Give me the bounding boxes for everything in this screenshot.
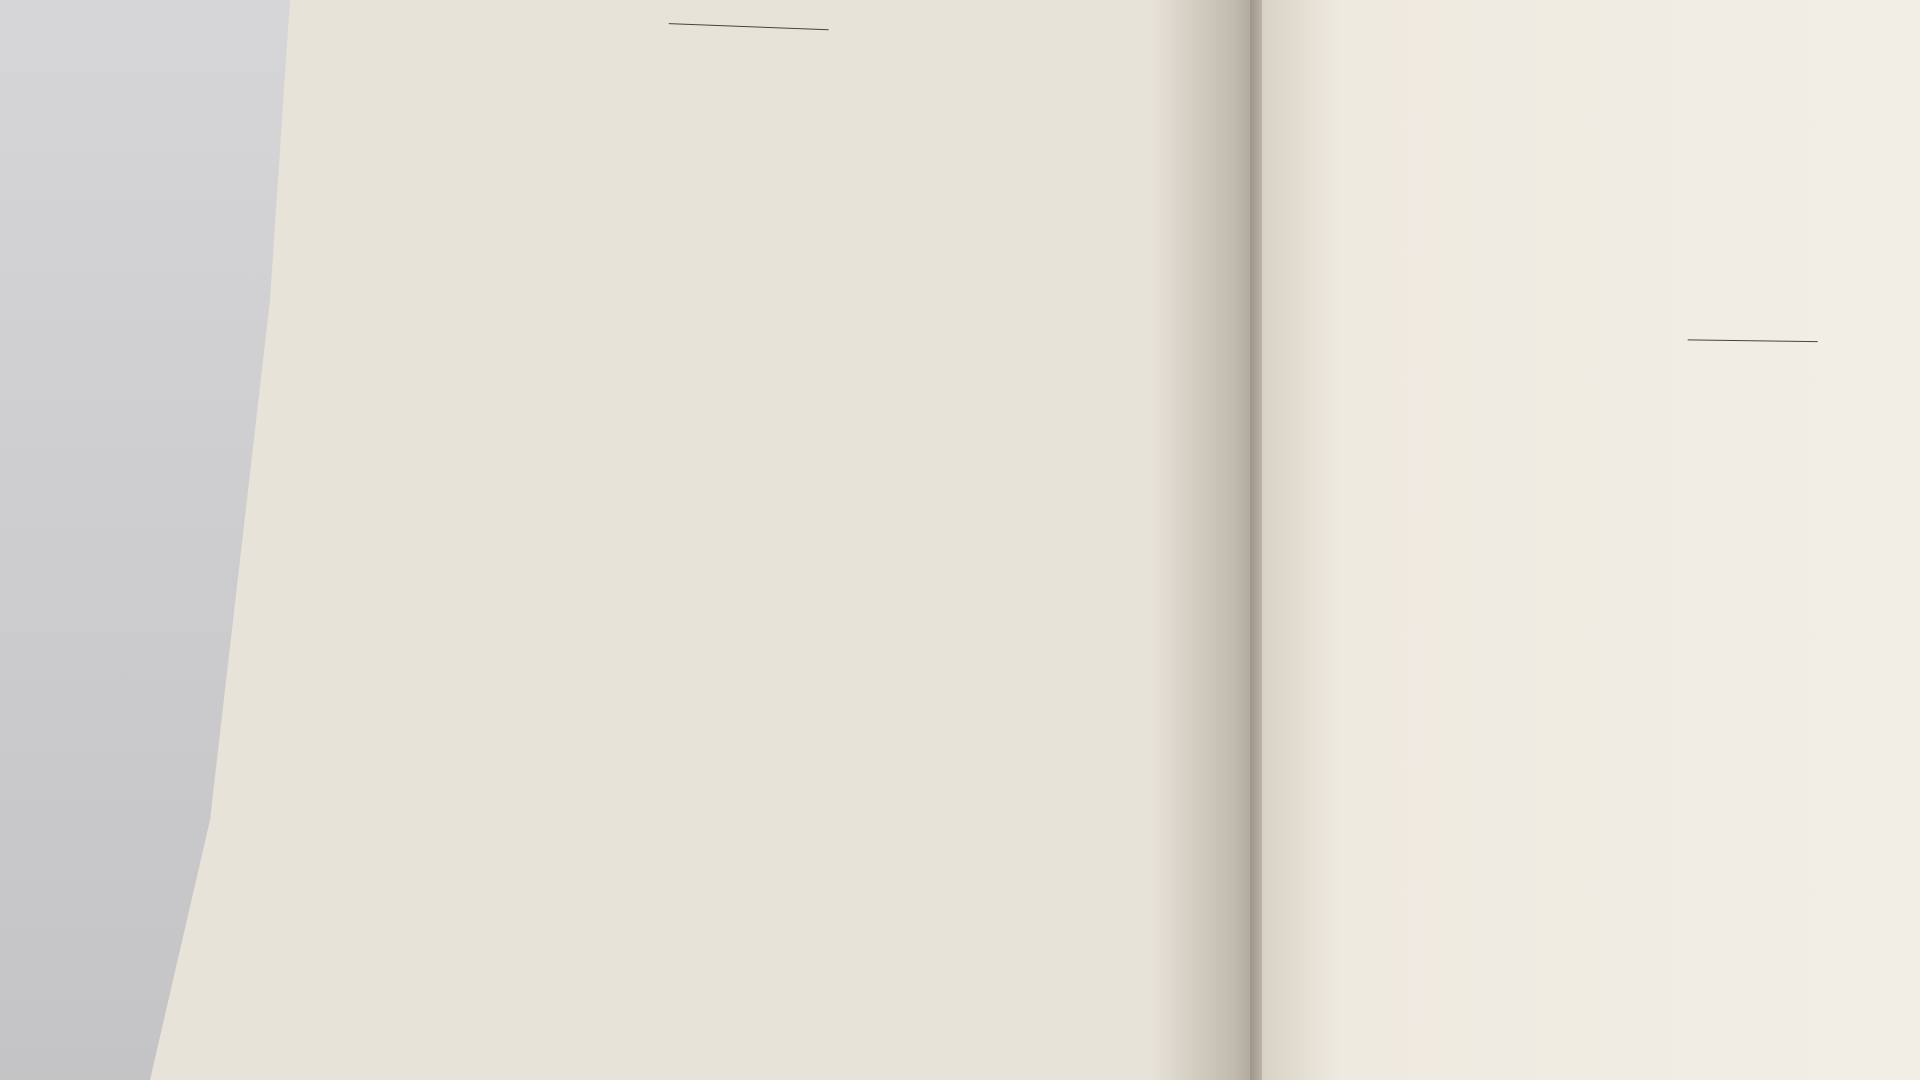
- right-page: [1262, 0, 1920, 1080]
- left-page: [150, 0, 1250, 1080]
